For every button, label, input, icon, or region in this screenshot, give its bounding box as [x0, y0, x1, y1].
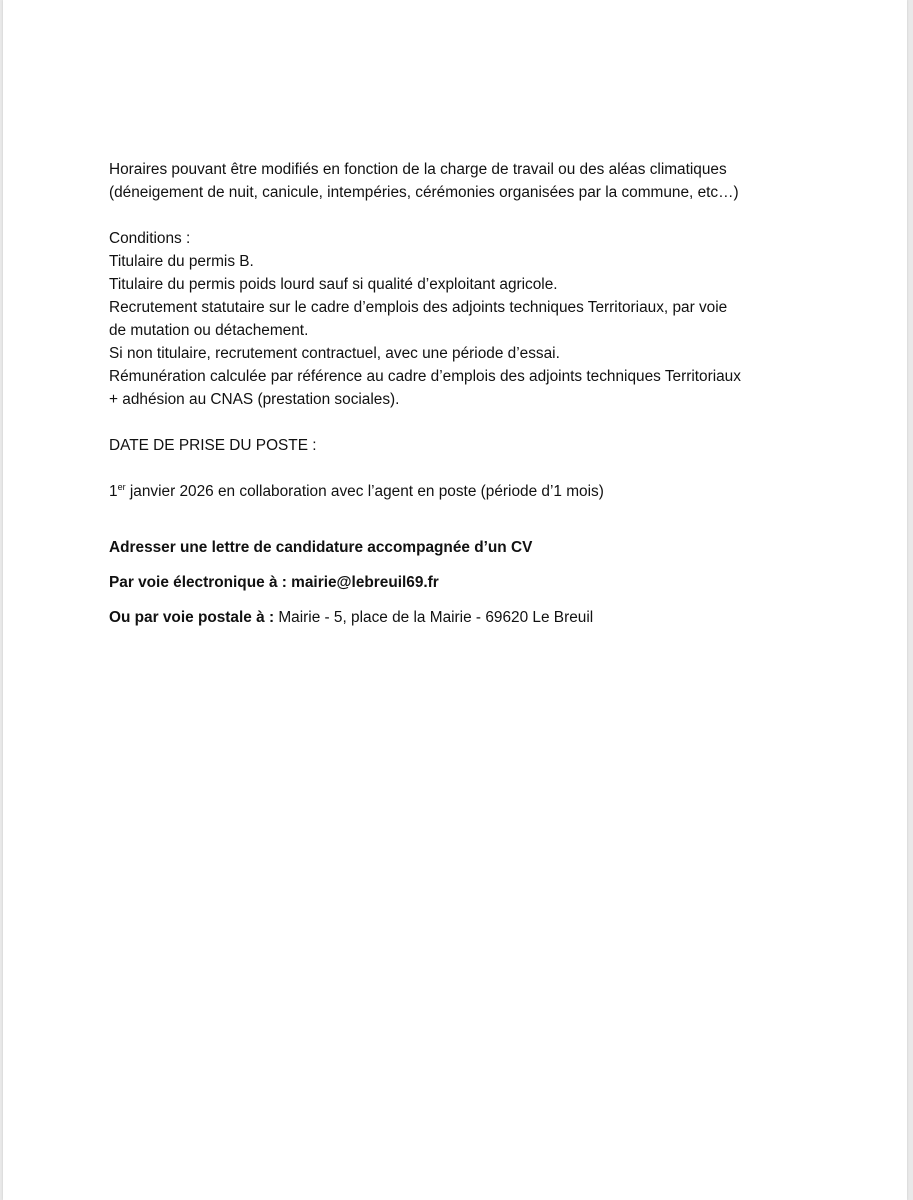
postal-line [109, 606, 829, 629]
conditions-section [109, 227, 829, 411]
document-content [109, 158, 829, 629]
start-date-day-suffix: er [117, 481, 126, 492]
condition-item: Recrutement statutaire sur le cadre d’emplois des adjoints techniques Territoriaux, par voie [109, 299, 728, 316]
condition-item: Titulaire du permis poids lourd sauf si qualité d’exploitant agricole. [109, 276, 558, 293]
postal-address: Mairie - 5, place de la Mairie - 69620 Le Breuil [278, 609, 594, 626]
condition-item: + adhésion au CNAS (prestation sociales). [109, 391, 400, 408]
application-instruction: Adresser une lettre de candidature accompagnée d’un CV [109, 539, 533, 556]
schedule-paragraph [109, 158, 829, 204]
conditions-heading: Conditions : [109, 230, 191, 247]
condition-item: Si non titulaire, recrutement contractuel, avec une période d’essai. [109, 345, 560, 362]
start-date-day: 1 [109, 483, 118, 500]
schedule-line-2: (déneigement de nuit, canicule, intempéries, cérémonies organisées par la commune, etc…) [109, 184, 739, 201]
condition-item: Rémunération calculée par référence au cadre d’emplois des adjoints techniques Territoriaux [109, 368, 741, 385]
condition-item: de mutation ou détachement. [109, 322, 309, 339]
email-line: Par voie électronique à : mairie@lebreuil69.fr [109, 574, 439, 591]
condition-item: Titulaire du permis B. [109, 253, 254, 270]
schedule-line-1: Horaires pouvant être modifiés en fonction de la charge de travail ou des aléas climatiques [109, 161, 727, 178]
postal-label: Ou par voie postale à : [109, 609, 279, 626]
start-date-heading: DATE DE PRISE DU POSTE : [109, 437, 317, 454]
document-page [3, 0, 907, 1200]
start-date-text [109, 480, 829, 503]
start-date-description: janvier 2026 en collaboration avec l’agent en poste (période d’1 mois) [125, 483, 604, 500]
